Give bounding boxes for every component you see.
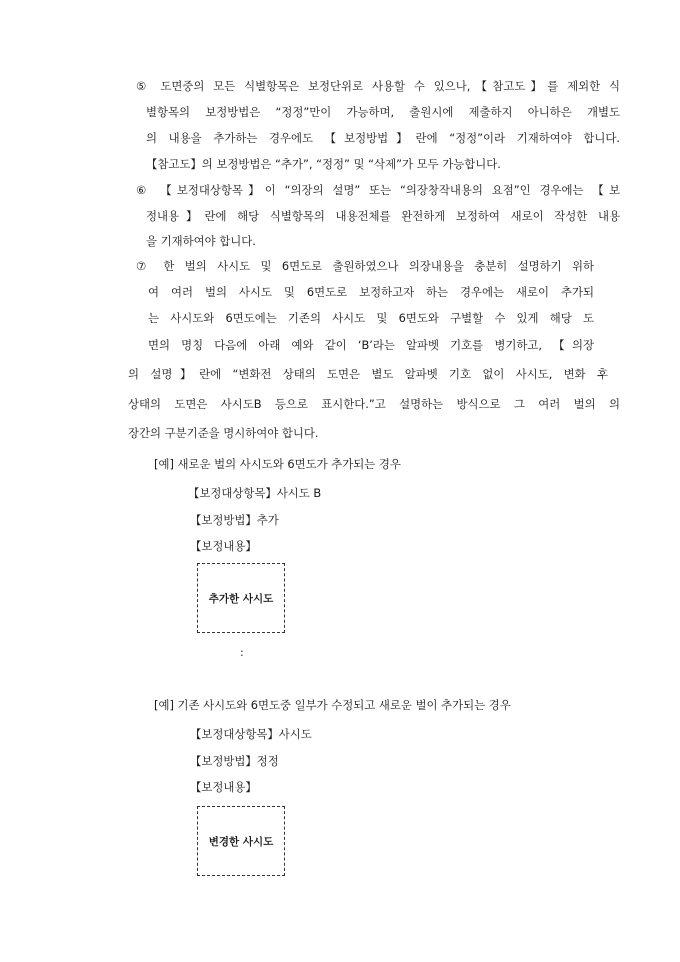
paragraph-7-line-7: 장간의 구분기준을 명시하여야 합니다. bbox=[128, 426, 319, 440]
example-1-drawing-box bbox=[197, 563, 285, 633]
paragraph-7-line-1: ⑦ 한 벌의 사시도 및 6면도로 출원하였으나 의장내용을 충분히 설명하기 위하 bbox=[136, 259, 594, 273]
example-1-method: 【보정방법】추가 bbox=[190, 513, 279, 527]
paragraph-7-line-3: 는 사시도와 6면도에는 기존의 사시도 및 6면도와 구별할 수 있게 해당 도 bbox=[148, 311, 594, 325]
paragraph-7-line-2: 여 여러 벌의 사시도 및 6면도로 보정하고자 하는 경우에는 새로이 추가되 bbox=[148, 285, 594, 299]
example-1-target: 【보정대상항목】사시도 B bbox=[188, 486, 322, 500]
example-2-target: 【보정대상항목】사시도 bbox=[190, 727, 312, 741]
paragraph-5-line-3: 의 내용을 추가하는 경우에도 【보정방법】란에 “정정”이라 기재하여야 합니다. bbox=[146, 131, 620, 145]
example-1-heading: [예] 새로운 벌의 사시도와 6면도가 추가되는 경우 bbox=[154, 457, 401, 471]
example-2-method: 【보정방법】정정 bbox=[190, 754, 279, 768]
paragraph-6-line-3: 을 기재하여야 합니다. bbox=[146, 234, 256, 248]
paragraph-5-line-2: 별항목의 보정방법은 “정정”만이 가능하며, 출원시에 제출하지 아니하은 개별도 bbox=[146, 105, 620, 119]
example-1-box-label: 추가한 사시도 bbox=[208, 592, 274, 605]
paragraph-7-line-6: 상태의 도면은 사시도B 등으로 표시한다.”고 설명하는 방식으로 그 여러 벌의 의 bbox=[128, 397, 620, 411]
example-1-content-label: 【보정내용】 bbox=[190, 539, 257, 553]
example-2-heading: [예] 기존 사시도와 6면도중 일부가 수정되고 새로운 벌이 추가되는 경우 bbox=[154, 698, 511, 712]
example-2-box-label: 변경한 사시도 bbox=[208, 835, 274, 848]
paragraph-5-line-1: ⑤ 도면중의 모든 식별항목은 보정단위로 사용할 수 있으나,【참고도】를 제외한 식 bbox=[136, 79, 620, 93]
continuation-marker: : bbox=[240, 646, 244, 659]
paragraph-7-line-4: 면의 명칭 다음에 아래 예와 같이 ‘B’라는 알파벳 기호를 병기하고, 【의장 bbox=[148, 338, 594, 352]
paragraph-7-line-5: 의 설명】란에 “변화전 상태의 도면은 별도 알파벳 기호 없이 사시도, 변화 후 bbox=[128, 367, 608, 381]
example-2-drawing-box bbox=[197, 806, 285, 876]
example-2-content-label: 【보정내용】 bbox=[190, 780, 257, 794]
paragraph-5-line-4: 【참고도】의 보정방법은 “추가”, “정정” 및 “삭제”가 모두 가능합니다. bbox=[146, 157, 501, 171]
paragraph-6-line-2: 정내용】란에 해당 식별항목의 내용전체를 완전하게 보정하여 새로이 작성한 내용 bbox=[146, 209, 620, 223]
paragraph-6-line-1: ⑥ 【보정대상항목】이 “의장의 설명” 또는 “의장창작내용의 요점”인 경우에는 【보 bbox=[136, 183, 620, 197]
